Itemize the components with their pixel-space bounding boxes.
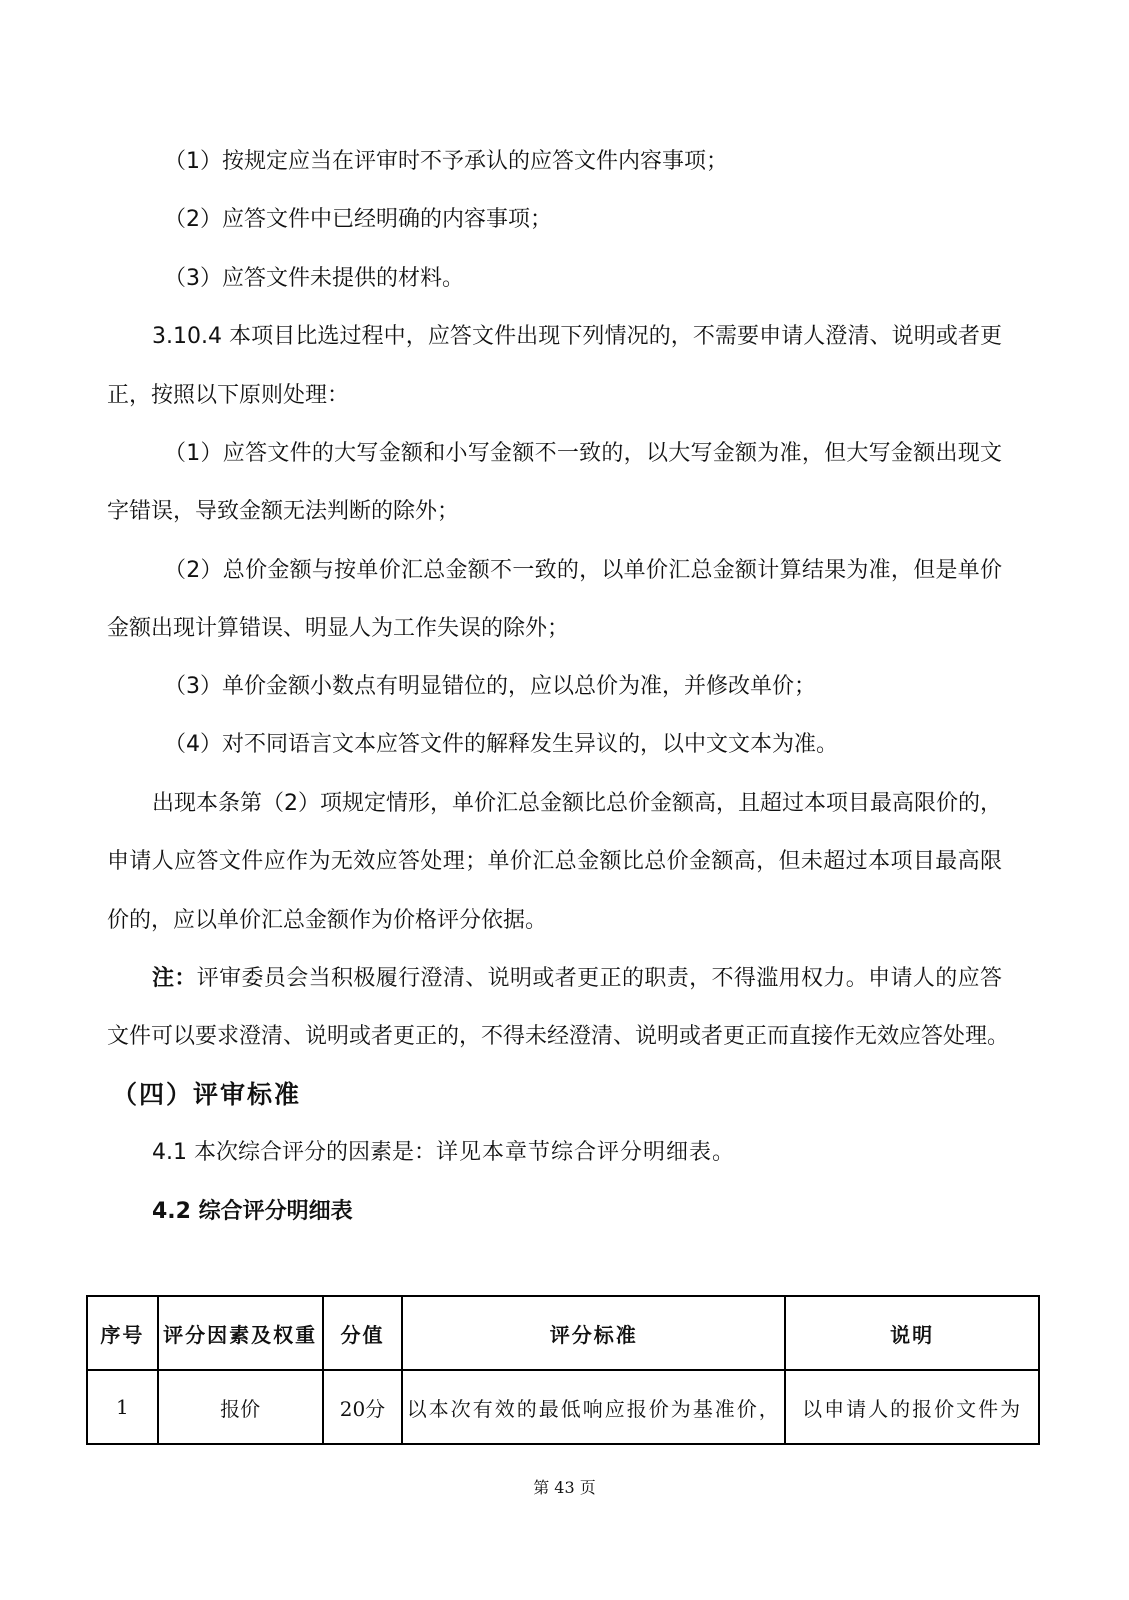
note-line-1: [152, 964, 1002, 994]
header-index: 序号: [87, 1296, 158, 1370]
paragraph-rule-2-line-2: 金额出现计算错误、明显人为工作失误的除外；: [107, 616, 570, 641]
table-row: [87, 1370, 1039, 1444]
cell-criteria: 以本次有效的最低响应报价为基准价，: [402, 1370, 785, 1444]
paragraph-2: （2）应答文件中已经明确的内容事项；: [164, 207, 552, 232]
paragraph-3: （3）应答文件未提供的材料。: [164, 266, 464, 291]
note-line-2: 文件可以要求澄清、说明或者更正的，不得未经澄清、说明或者更正而直接作无效应答处理。: [107, 1024, 1010, 1049]
paragraph-rule-1-line-2: 字错误，导致金额无法判断的除外；: [107, 499, 460, 524]
header-score: 分值: [323, 1296, 403, 1370]
note-label: 注：: [152, 966, 197, 991]
paragraph-case-line-2: 申请人应答文件应作为无效应答处理；单价汇总金额比总价金额高，但未超过本项目最高限: [107, 849, 1002, 874]
paragraph-3-10-4-line-1: 3.10.4 本项目比选过程中，应答文件出现下列情况的，不需要申请人澄清、说明或者更: [152, 324, 1002, 349]
page-number: 第 43 页: [533, 1478, 596, 1497]
section-4-1: [152, 1138, 735, 1168]
paragraph-rule-2-line-1: （2）总价金额与按单价汇总金额不一致的，以单价汇总金额计算结果为准，但是单价: [164, 558, 1002, 583]
header-factor: 评分因素及权重: [158, 1296, 323, 1370]
score-table: [86, 1295, 1040, 1445]
cell-score: 20分: [323, 1370, 403, 1444]
paragraph-rule-1-line-1: （1）应答文件的大写金额和小写金额不一致的，以大写金额为准，但大写金额出现文: [164, 441, 1002, 466]
paragraph-1: （1）按规定应当在评审时不予承认的应答文件内容事项；: [164, 149, 728, 174]
header-criteria: 评分标准: [402, 1296, 785, 1370]
header-note: 说明: [785, 1296, 1039, 1370]
paragraph-3-10-4-line-2: 正，按照以下原则处理：: [107, 383, 350, 408]
cell-note: 以申请人的报价文件为: [785, 1370, 1039, 1444]
cell-index: 1: [87, 1370, 158, 1444]
section-4-2-heading: 4.2 综合评分明细表: [152, 1199, 353, 1224]
section-4-1-value: 详见本章节综合评分明细表。: [435, 1140, 735, 1165]
section-4-1-label: 4.1 本次综合评分的因素是：: [152, 1140, 436, 1165]
paragraph-case-line-1: 出现本条第（2）项规定情形，单价汇总金额比总价金额高，且超过本项目最高限价的，: [152, 791, 1002, 816]
note-text: 评审委员会当积极履行澄清、说明或者更正的职责，不得滥用权力。申请人的应答: [196, 966, 1002, 991]
table-header-row: [87, 1296, 1039, 1370]
paragraph-rule-3: （3）单价金额小数点有明显错位的，应以总价为准，并修改单价；: [164, 674, 816, 699]
paragraph-rule-4: （4）对不同语言文本应答文件的解释发生异议的，以中文文本为准。: [164, 732, 838, 757]
cell-factor: 报价: [158, 1370, 323, 1444]
section-title: （四）评审标准: [112, 1080, 302, 1109]
paragraph-case-line-3: 价的，应以单价汇总金额作为价格评分依据。: [107, 908, 548, 933]
